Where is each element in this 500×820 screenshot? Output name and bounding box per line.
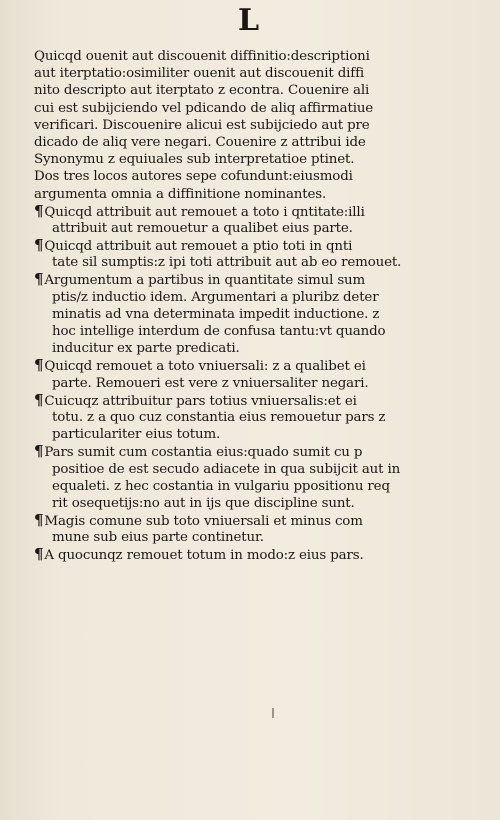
text-line: [34, 461, 474, 478]
line-text: Quicqd remouet a toto vniuersali: z a qualibet ei: [44, 359, 366, 375]
pilcrow-mark: ¶: [34, 512, 44, 530]
line-text: Pars sumit cum costantia eius:quado sumit cu p: [44, 445, 363, 461]
pilcrow-mark: ¶: [34, 391, 44, 409]
text-line: [34, 529, 474, 546]
text-line: [34, 82, 474, 99]
line-text: particulariter eius totum.: [52, 427, 221, 443]
line-text: tate sil sumptis:z ipi toti attribuit aut ab eo remouet.: [52, 255, 402, 271]
paragraph: [34, 48, 474, 203]
text-line: [34, 323, 474, 340]
line-text: verificari. Discouenire alicui est subijciedo aut pre: [34, 117, 370, 133]
text-line: [34, 186, 474, 203]
line-text: dicado de aliq vere negari. Couenire z attribui ide: [34, 134, 366, 150]
text-line: [34, 443, 474, 460]
text-line: [34, 168, 474, 185]
text-line: [34, 289, 474, 306]
line-text: Quicqd ouenit aut discouenit diffinitio:descriptioni: [34, 49, 370, 64]
line-text: inducitur ex parte predicati.: [52, 341, 240, 357]
text-line: [34, 340, 474, 357]
line-text: aut iterptatio:osimiliter ouenit aut discouenit diffi: [34, 66, 365, 82]
line-text: A quocunqz remouet totum in modo:z eius pars.: [44, 548, 364, 564]
paragraph: [34, 443, 474, 512]
line-text: Quicqd attribuit aut remouet a ptio toti in qnti: [44, 239, 353, 255]
line-text: Cuicuqz attribuitur pars totius vniuersalis:et ei: [44, 393, 357, 409]
text-line: [34, 357, 474, 374]
pilcrow-mark: ¶: [34, 443, 44, 461]
line-text: Synonymu z equiuales sub interpretatioe ptinet.: [34, 152, 355, 168]
line-text: Argumentum a partibus in quantitate simul sum: [44, 273, 366, 289]
text-line: [34, 495, 474, 512]
text-line: [34, 117, 474, 134]
pilcrow-mark: ¶: [34, 202, 44, 220]
text-line: [34, 134, 474, 151]
line-text: nito descripto aut iterptato z econtra. Couenire ali: [34, 83, 370, 99]
line-text: mune sub eius parte continetur.: [52, 530, 264, 546]
text-line: [34, 392, 474, 409]
text-line: [34, 271, 474, 288]
paragraph: [34, 271, 474, 357]
text-line: [34, 220, 474, 237]
paragraph: [34, 392, 474, 444]
text-line: [34, 48, 474, 65]
line-text: Dos tres locos autores sepe cofundunt:eiusmodi: [34, 169, 353, 185]
text-line: [34, 306, 474, 323]
line-text: positioe de est secudo adiacete in qua subijcit aut in: [52, 461, 401, 477]
text-line: [34, 478, 474, 495]
text-line: [34, 100, 474, 117]
line-text: cui est subijciendo vel pdicando de aliq affirmatiue: [34, 100, 374, 116]
text-line: [34, 409, 474, 426]
paragraph: [34, 357, 474, 391]
ink-mark: [272, 708, 274, 718]
line-text: hoc intellige interdum de confusa tantu:vt quando: [52, 324, 386, 339]
text-line: [34, 203, 474, 220]
line-text: rit osequetijs:no aut in ijs que discipline sunt.: [52, 495, 355, 511]
pilcrow-mark: ¶: [34, 357, 44, 375]
text-line: [34, 375, 474, 392]
text-line: [34, 237, 474, 254]
line-text: equaleti. z hec costantia in vulgariu ppositionu req: [52, 478, 390, 494]
paragraph: [34, 203, 474, 237]
text-line: [34, 151, 474, 168]
line-text: attribuit aut remouetur a qualibet eius parte.: [52, 220, 353, 236]
text-line: [34, 546, 474, 563]
line-text: Magis comune sub toto vniuersali et minus com: [44, 514, 363, 530]
pilcrow-mark: ¶: [34, 271, 44, 289]
line-text: parte. Remoueri est vere z vniuersaliter negari.: [52, 375, 369, 391]
signature-mark: L: [238, 3, 260, 38]
line-text: argumenta omnia a diffinitione nominantes.: [34, 186, 327, 202]
text-line: [34, 512, 474, 529]
line-text: totu. z a quo cuz constantia eius remouetur pars z: [52, 409, 386, 425]
text-line: [34, 65, 474, 82]
line-text: Quicqd attribuit aut remouet a toto i qntitate:illi: [44, 204, 365, 220]
text-line: [34, 254, 474, 271]
line-text: minatis ad vna determinata impedit inductione. z: [52, 306, 380, 322]
text-block: [34, 48, 474, 564]
line-text: ptis/z inductio idem. Argumentari a pluribz deter: [52, 289, 379, 305]
pilcrow-mark: ¶: [34, 546, 44, 564]
paragraph: [34, 512, 474, 546]
paragraph: [34, 546, 474, 563]
pilcrow-mark: ¶: [34, 237, 44, 255]
paragraph: [34, 237, 474, 271]
text-line: [34, 426, 474, 443]
